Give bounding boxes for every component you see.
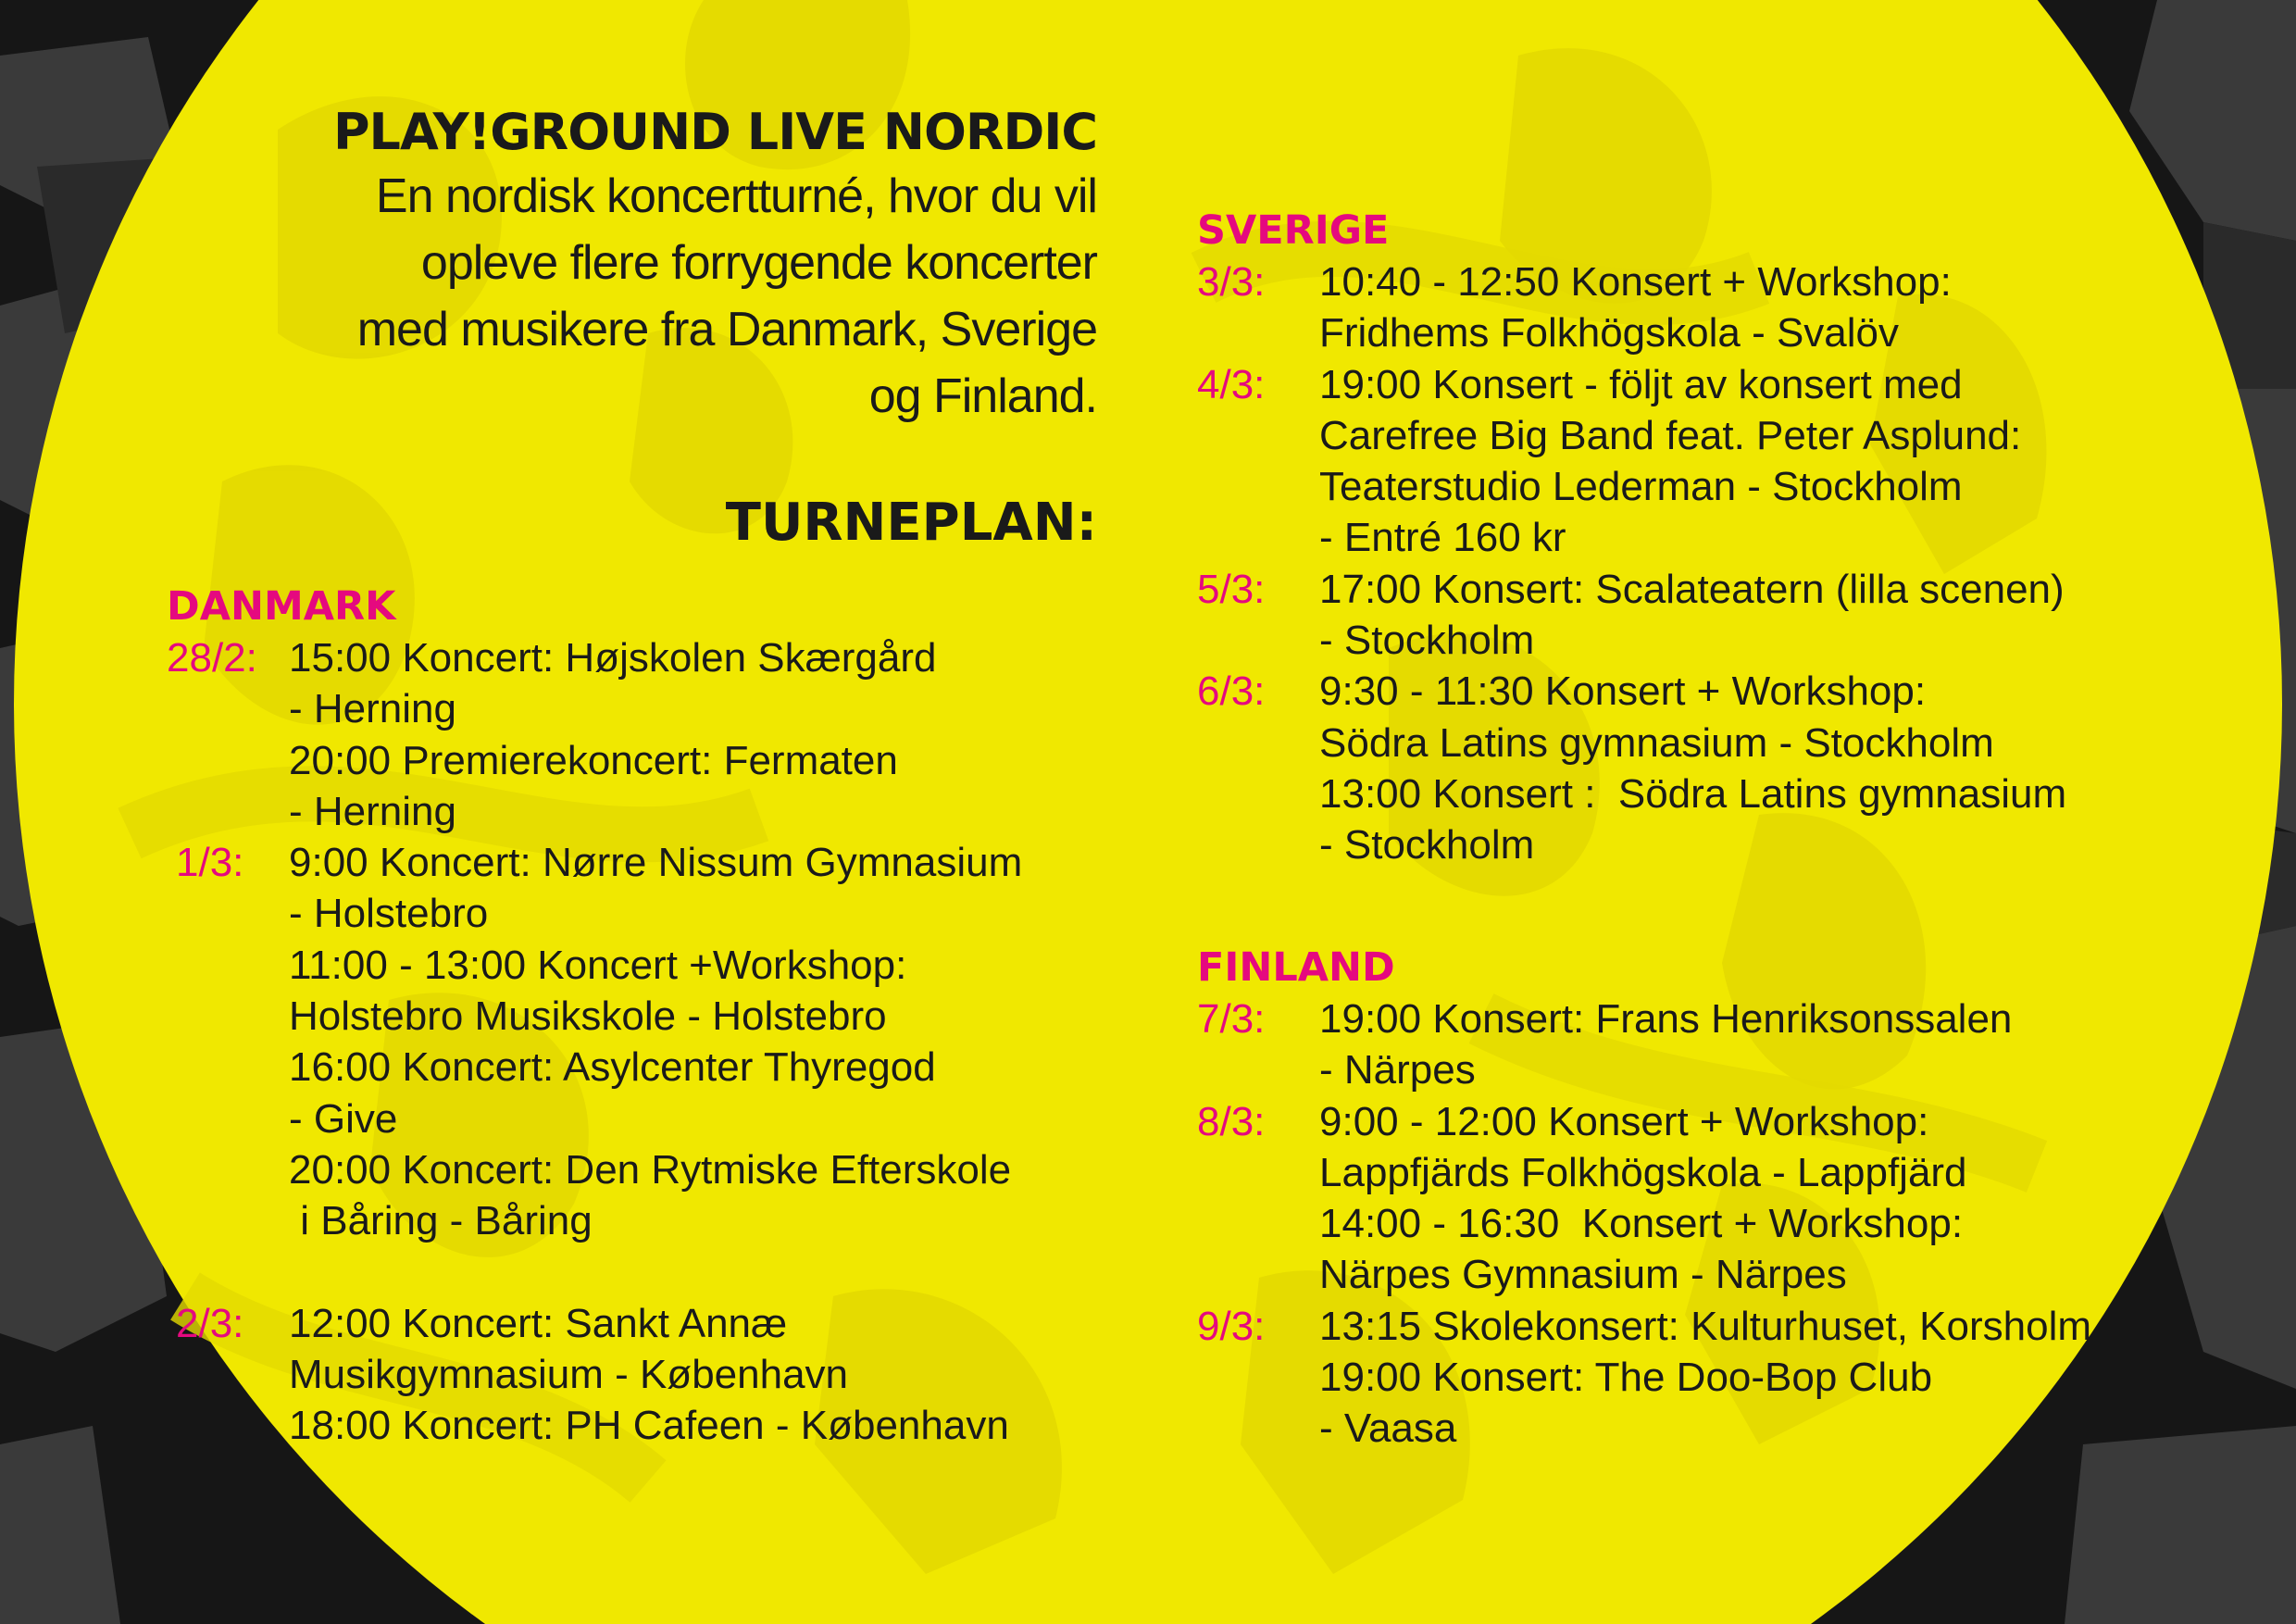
schedule-entry — [167, 1298, 1092, 1452]
entry-line: Musikgymnasium - København — [289, 1351, 849, 1397]
schedule-entry — [1197, 359, 2178, 564]
schedule-entry — [1197, 256, 2178, 359]
schedule-entry — [167, 632, 1092, 837]
schedule-entry — [1197, 993, 2178, 1096]
entry-line: Teaterstudio Lederman - Stockholm — [1319, 464, 1963, 510]
turneplan-heading: TURNEPLAN: — [725, 493, 1097, 553]
entry-line: 12:00 Koncert: Sankt Annæ — [289, 1300, 788, 1346]
entry-date: 4/3: — [1197, 361, 1266, 407]
entry-line: - Stockholm — [1319, 618, 1535, 664]
schedule-entry — [1197, 564, 2178, 667]
entry-line: 19:00 Konsert: Frans Henriksonssalen — [1319, 996, 2013, 1042]
entry-line: - Närpes — [1319, 1047, 1476, 1093]
poster-title: PLAY!GROUND LIVE NORDIC — [332, 103, 1097, 161]
entry-date: 5/3: — [1197, 566, 1266, 612]
entry-line: 18:00 Koncert: PH Cafeen - København — [289, 1403, 1009, 1449]
entry-line: 16:00 Koncert: Asylcenter Thyregod — [289, 1044, 936, 1091]
schedule-entry — [1197, 666, 2178, 870]
entry-line: i Båring - Båring — [289, 1198, 593, 1244]
schedule-entry — [1197, 1096, 2178, 1301]
intro-line: opleve flere forrygende koncerter — [420, 236, 1097, 290]
entry-date: 8/3: — [1197, 1098, 1266, 1144]
entry-date: 6/3: — [1197, 668, 1266, 715]
entry-line: 20:00 Premierekoncert: Fermaten — [289, 737, 898, 783]
country-heading-sverige: SVERIGE — [1197, 207, 1390, 254]
intro-line: med musikere fra Danmark, Sverige — [356, 303, 1097, 356]
intro-line: og Finland. — [868, 369, 1097, 423]
entry-line: Holstebro Musikskole - Holstebro — [289, 993, 887, 1040]
entry-line: 9:30 - 11:30 Konsert + Workshop: — [1319, 668, 1927, 715]
entry-line: 10:40 - 12:50 Konsert + Workshop: — [1319, 259, 1952, 305]
entry-line: 11:00 - 13:00 Koncert +Workshop: — [289, 942, 907, 988]
entry-date: 28/2: — [167, 635, 257, 681]
entry-line: - Vaasa — [1319, 1405, 1457, 1452]
entry-line: Lappfjärds Folkhögskola - Lappfjärd — [1319, 1149, 1967, 1195]
entry-date: 2/3: — [176, 1300, 244, 1346]
entry-line: - Herning — [289, 788, 456, 834]
entry-line: Fridhems Folkhögskola - Svalöv — [1319, 310, 1900, 356]
entry-line: 9:00 - 12:00 Konsert + Workshop: — [1319, 1098, 1929, 1144]
entry-line: Närpes Gymnasium - Närpes — [1319, 1252, 1847, 1298]
entry-line: 20:00 Koncert: Den Rytmiske Efterskole — [289, 1146, 1012, 1193]
entry-line: 19:00 Konsert: The Doo-Bop Club — [1319, 1355, 1933, 1401]
entry-line: 17:00 Konsert: Scalateatern (lilla scenen) — [1319, 566, 2065, 612]
country-heading-danmark: DANMARK — [167, 583, 396, 630]
entry-date: 9/3: — [1197, 1303, 1266, 1349]
entry-line: - Entré 160 kr — [1319, 515, 1566, 561]
country-heading-finland: FINLAND — [1197, 944, 1395, 991]
intro-block — [222, 102, 1097, 430]
entry-line: 14:00 - 16:30 Konsert + Workshop: — [1319, 1201, 1964, 1247]
entry-date: 3/3: — [1197, 259, 1266, 305]
entry-date: 7/3: — [1197, 996, 1266, 1042]
entry-line: 9:00 Koncert: Nørre Nissum Gymnasium — [289, 840, 1023, 886]
entry-line: 15:00 Koncert: Højskolen Skærgård — [289, 635, 937, 681]
entry-date: 1/3: — [176, 840, 244, 886]
schedule-entry — [1197, 1301, 2178, 1455]
entry-line: Södra Latins gymnasium - Stockholm — [1319, 719, 1994, 766]
section-sverige — [1197, 206, 2178, 871]
entry-line: - Holstebro — [289, 891, 489, 937]
section-danmark — [167, 581, 1092, 1451]
schedule-entry — [167, 837, 1092, 1246]
entry-line: - Herning — [289, 686, 456, 732]
entry-line: 13:00 Konsert : Södra Latins gymnasium — [1319, 770, 2067, 817]
section-finland — [1197, 943, 2178, 1455]
entry-line: - Give — [289, 1095, 398, 1142]
entry-line: Carefree Big Band feat. Peter Asplund: — [1319, 412, 2022, 458]
entry-line: - Stockholm — [1319, 822, 1535, 868]
intro-line: En nordisk koncertturné, hvor du vil — [375, 169, 1097, 223]
entry-line: 19:00 Konsert - följt av konsert med — [1319, 361, 1963, 407]
entry-line: 13:15 Skolekonsert: Kulturhuset, Korsholm — [1319, 1303, 2092, 1349]
